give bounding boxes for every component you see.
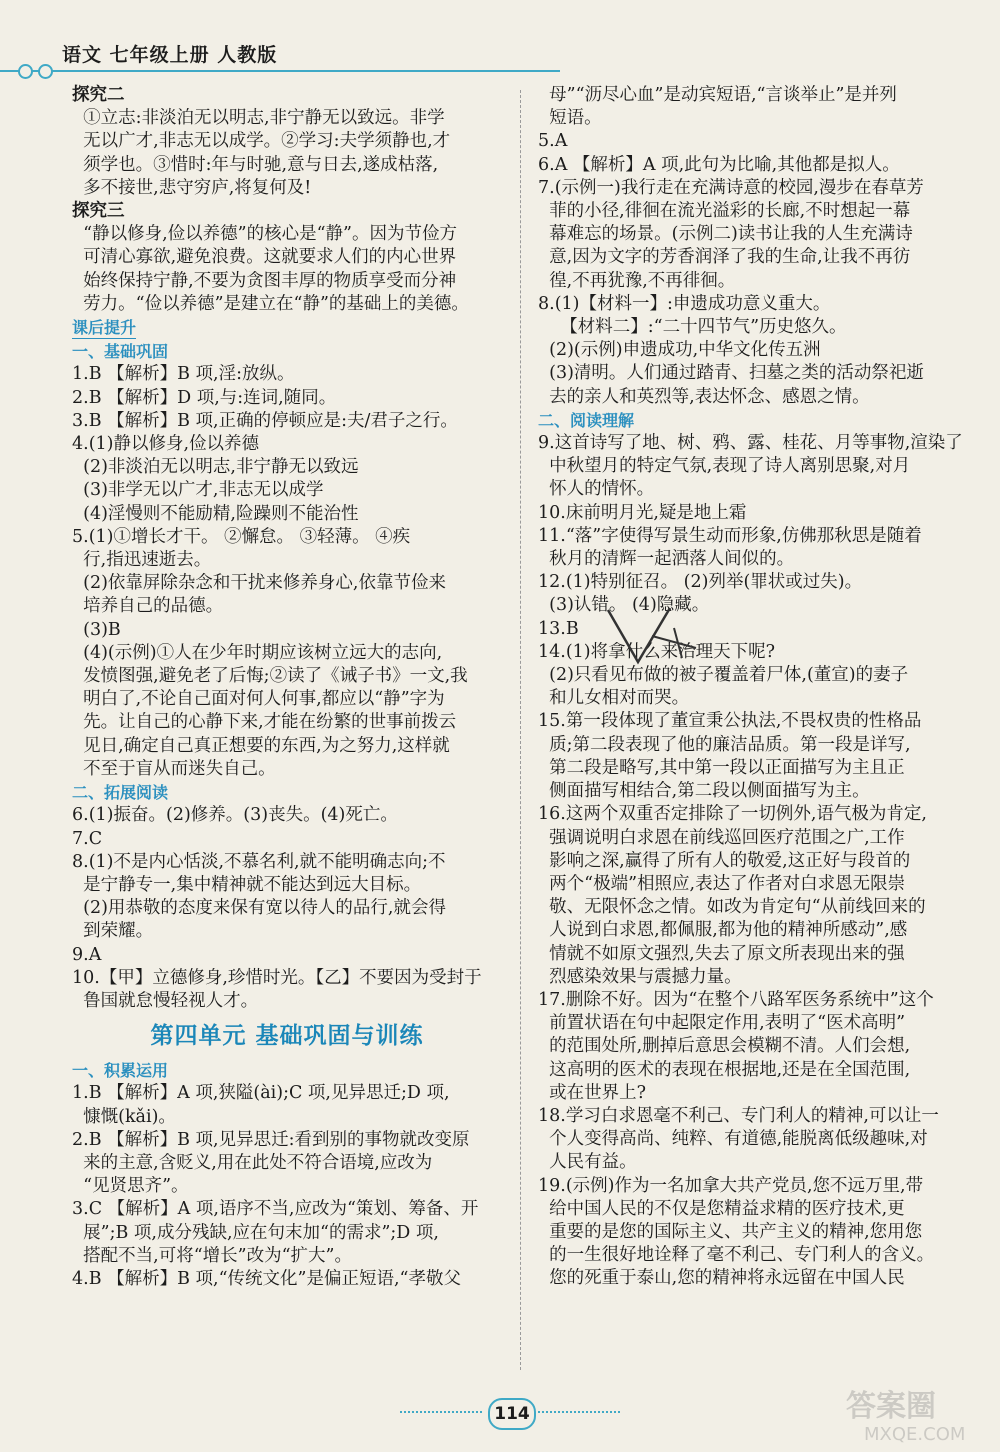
answer-line: 5.A: [538, 131, 568, 152]
watermark-logo-icon: [842, 1382, 992, 1446]
footer-dots: [400, 1411, 482, 1413]
footer-dots: [538, 1411, 620, 1413]
answer-line: 的范围处所,删掉后意思会模糊不清。人们会想,: [538, 1036, 911, 1057]
answer-line: 展”;B 项,成分残缺,应在句末加“的需求”;D 项,: [72, 1222, 439, 1243]
answer-line: 搭配不当,可将“增长”改为“扩大”。: [72, 1245, 352, 1266]
answer-line: 给中国人民的不仅是您精益求精的医疗技术,更: [538, 1198, 905, 1219]
section-subheading: 一、基础巩固: [72, 342, 169, 362]
answer-line: 怀人的情怀。: [538, 479, 655, 500]
answer-line: 中秋望月的特定气氛,表现了诗人离别思聚,对月: [538, 456, 911, 477]
answer-line: 发愤图强,避免老了后悔;②读了《诫子书》一文,我: [72, 666, 468, 687]
answer-line: 或在世界上?: [538, 1082, 647, 1103]
answer-line: 这高明的医术的表现在根据地,还是在全国范围,: [538, 1059, 911, 1080]
header-rule: [0, 70, 560, 72]
answer-line: 见日,确定自己真正想要的东西,为之努力,这样就: [72, 735, 450, 756]
answer-line: 慷慨(kǎi)。: [72, 1106, 176, 1127]
answer-line: 9.这首诗写了地、树、鸦、露、桂花、月等事物,渲染了: [538, 433, 963, 454]
answer-line: ①立志:非淡泊无以明志,非宁静无以致远。非学: [72, 108, 445, 129]
section-title: [72, 316, 502, 340]
answer-line: (4)淫慢则不能励精,险躁则不能治性: [72, 503, 359, 524]
section-subheading: 一、积累运用: [72, 1061, 169, 1081]
answer-line: 人说到白求恩,都佩服,都为他的精神所感动”,感: [538, 920, 908, 941]
answer-line: 两个“极端”相照应,表达了作者对白求恩无限崇: [538, 873, 906, 894]
answer-line: (2)依靠屏除杂念和干扰来修养身心,依靠节俭来: [72, 573, 446, 594]
answer-line: 9.A: [72, 944, 102, 965]
answer-line: (3)非学无以广才,非志无以成学: [72, 480, 324, 501]
answer-line: (2)只看见布做的被子覆盖着尸体,(董宣)的妻子: [538, 665, 909, 686]
answer-line: 影响之深,赢得了所有人的敬爱,这正好与段首的: [538, 850, 911, 871]
answer-line: (3)B: [72, 619, 121, 640]
answer-line: 第二段是略写,其中第一段以正面描写为主且正: [538, 757, 905, 778]
answer-line: “见贤思齐”。: [72, 1176, 189, 1197]
section-subheading: 二、阅读理解: [538, 410, 635, 430]
answer-line: 侧面描写相结合,第二段以侧面描写为主。: [538, 781, 870, 802]
answer-line: 8.(1)不是内心恬淡,不慕名利,就不能明确志向;不: [72, 851, 446, 872]
answer-line: 情就不如原文强烈,失去了原文所表现出来的强: [538, 943, 905, 964]
answer-line: 个人变得高尚、纯粹、有道德,能脱离低级趣味,对: [538, 1129, 928, 1150]
section-heading: 探究三: [72, 201, 125, 222]
answer-line: 人民有益。: [538, 1152, 637, 1173]
answer-line: (3)清明。人们通过踏青、扫墓之类的活动祭祀逝: [538, 363, 924, 384]
answer-line: 5.(1)①增长才干。 ②懈怠。 ③轻薄。 ④疾: [72, 526, 411, 547]
page-footer: [400, 1398, 620, 1428]
answer-line: 意,因为文字的芳香润泽了我的生命,让我不再彷: [538, 247, 911, 268]
unit-title: 第四单元 基础巩固与训练: [150, 1023, 424, 1050]
answer-line: 14.(1)将拿什么来治理天下呢?: [538, 641, 776, 662]
answer-line: 的一生很好地诠释了毫不利己、专门利人的含义。: [538, 1245, 935, 1266]
answer-line: 是宁静专一,集中精神就不能达到远大目标。: [72, 874, 422, 895]
answer-line: 不至于盲从而迷失自己。: [72, 758, 276, 779]
section-title-text: 课后提升: [72, 318, 137, 338]
answer-line: 3.C 【解析】A 项,语序不当,应改为“策划、筹备、开: [72, 1199, 479, 1220]
answer-line: 6.(1)振奋。(2)修养。(3)丧失。(4)死亡。: [72, 805, 398, 826]
answer-line: 培养自己的品德。: [72, 596, 224, 617]
answer-line: 菲的小径,徘徊在流光溢彩的长廊,不时想起一幕: [538, 201, 911, 222]
answer-line: 鲁国就怠慢轻视人才。: [72, 990, 259, 1011]
answer-line: 敬、无限怀念之情。如改为肯定句“从前线回来的: [538, 897, 926, 918]
answer-line: 幕难忘的场景。(示例二)读书让我的人生充满诗: [538, 224, 913, 245]
answer-line: 15.第一段体现了董宣秉公执法,不畏权贵的性格品: [538, 711, 922, 732]
page-number: 114: [488, 1398, 536, 1430]
answer-line: 18.学习白求恩毫不利己、专门利人的精神,可以让一: [538, 1105, 939, 1126]
answer-line: 可清心寡欲,避免浪费。这就要求人们的内心世界: [72, 247, 457, 268]
answer-line: 劳力。“俭以养德”是建立在“静”的基础上的美德。: [72, 293, 469, 314]
answer-line: 6.A 【解析】A 项,此句为比喻,其他都是拟人。: [538, 154, 900, 175]
answer-line: 烈感染效果与震撼力量。: [538, 966, 742, 987]
section-heading: 探究二: [72, 85, 125, 105]
answer-line: 11.“落”字使得写景生动而形象,仿佛那秋思是随着: [538, 525, 922, 546]
header-dot-icon: [38, 64, 53, 79]
answer-line: 秋月的清辉一起洒落人间似的。: [538, 549, 795, 570]
answer-line: 7.(示例一)我行走在充满诗意的校园,漫步在春草芳: [538, 177, 924, 198]
book-title: 语文 七年级上册 人教版: [62, 44, 278, 66]
svg-text:答案圈: 答案圈: [846, 1389, 936, 1424]
answer-line: 12.(1)特别征召。 (2)列举(罪状或过失)。: [538, 572, 863, 593]
answer-line: “静以修身,俭以养德”的核心是“静”。因为节俭方: [72, 224, 457, 245]
answer-line: (2)非淡泊无以明志,非宁静无以致远: [72, 457, 359, 478]
answer-line: 【材料二】:“二十四节气”历史悠久。: [538, 317, 847, 338]
answer-line: 2.B 【解析】D 项,与:连词,随同。: [72, 387, 337, 408]
answer-line: 7.C: [72, 828, 103, 849]
answer-line: 4.(1)静以修身,俭以养德: [72, 434, 260, 455]
header-dot-icon: [18, 64, 33, 79]
handwritten-mark-icon: [600, 600, 710, 670]
answer-line: 8.(1)【材料一】:申遗成功意义重大。: [538, 293, 831, 314]
answer-line: 行,指迅速逝去。: [72, 550, 212, 571]
answer-line: (4)(示例)①人在少年时期应该树立远大的志向,: [72, 642, 443, 663]
answer-line: 重要的是您的国际主义、共产主义的精神,您用您: [538, 1221, 923, 1242]
answer-line: 1.B 【解析】A 项,狭隘(ài);C 项,见异思迁;D 项,: [72, 1083, 450, 1104]
answer-line: 2.B 【解析】B 项,见异思迁:看到别的事物就改变原: [72, 1129, 470, 1150]
answer-line: 母”“沥尽心血”是动宾短语,“言谈举止”是并列: [538, 85, 897, 105]
answer-line: 来的主意,含贬义,用在此处不符合语境,应改为: [72, 1152, 433, 1173]
answer-line: 质;第二段表现了他的廉洁品质。第一段是详写,: [538, 734, 911, 755]
answer-line: 1.B 【解析】B 项,淫:放纵。: [72, 364, 295, 385]
answer-line: 10.床前明月光,疑是地上霜: [538, 502, 747, 523]
answer-line: 须学也。③惜时:年与时驰,意与日去,遂成枯落,: [72, 154, 439, 175]
answer-line: 明白了,不论自己面对何人何事,都应以“静”字为: [72, 689, 445, 710]
answer-line: 到荣耀。: [72, 921, 154, 942]
answer-line: 多不接世,悲守穷庐,将复何及!: [72, 177, 312, 198]
answer-line: (3)认错。 (4)隐藏。: [538, 595, 710, 616]
answer-line: 13.B: [538, 618, 579, 639]
answer-line: 和儿女相对而哭。: [538, 688, 690, 709]
answer-line: 17.删除不好。因为“在整个八路军医务系统中”这个: [538, 989, 934, 1010]
answer-line: 19.(示例)作为一名加拿大共产党员,您不远万里,带: [538, 1175, 924, 1196]
answer-line: 短语。: [538, 108, 602, 129]
answer-line: 16.这两个双重否定排除了一切例外,语气极为肯定,: [538, 804, 927, 825]
answer-line: (2)(示例)申遗成功,中华文化传五洲: [538, 340, 821, 361]
answer-line: 3.B 【解析】B 项,正确的停顿应是:夫/君子之行。: [72, 410, 458, 431]
answer-line: 4.B 【解析】B 项,“传统文化”是偏正短语,“孝敬父: [72, 1268, 462, 1289]
right-column: [538, 84, 964, 1291]
answer-line: 前置状语在句中起限定作用,表明了“医术高明”: [538, 1013, 906, 1034]
answer-line: 始终保持宁静,不要为贪图丰厚的物质享受而分神: [72, 270, 457, 291]
answer-line: 先。让自己的心静下来,才能在纷繁的世事前拨云: [72, 712, 457, 733]
svg-text:MXQE.COM: MXQE.COM: [864, 1424, 966, 1445]
answer-line: 无以广才,非志无以成学。②学习:夫学须静也,才: [72, 131, 451, 152]
section-subheading: 二、拓展阅读: [72, 783, 169, 803]
left-column: [72, 84, 502, 1291]
column-divider: [520, 90, 521, 1370]
answer-line: 徨,不再犹豫,不再徘徊。: [538, 270, 736, 291]
answer-line: 强调说明白求恩在前线巡回医疗范围之广,工作: [538, 827, 905, 848]
answer-line: (2)用恭敬的态度来保有宽以待人的品行,就会得: [72, 898, 446, 919]
answer-line: 您的死重于泰山,您的精神将永远留在中国人民: [538, 1268, 905, 1289]
answer-line: 10.【甲】立德修身,珍惜时光。【乙】不要因为受封于: [72, 967, 482, 988]
answer-line: 去的亲人和英烈等,表达怀念、感恩之情。: [538, 386, 870, 407]
